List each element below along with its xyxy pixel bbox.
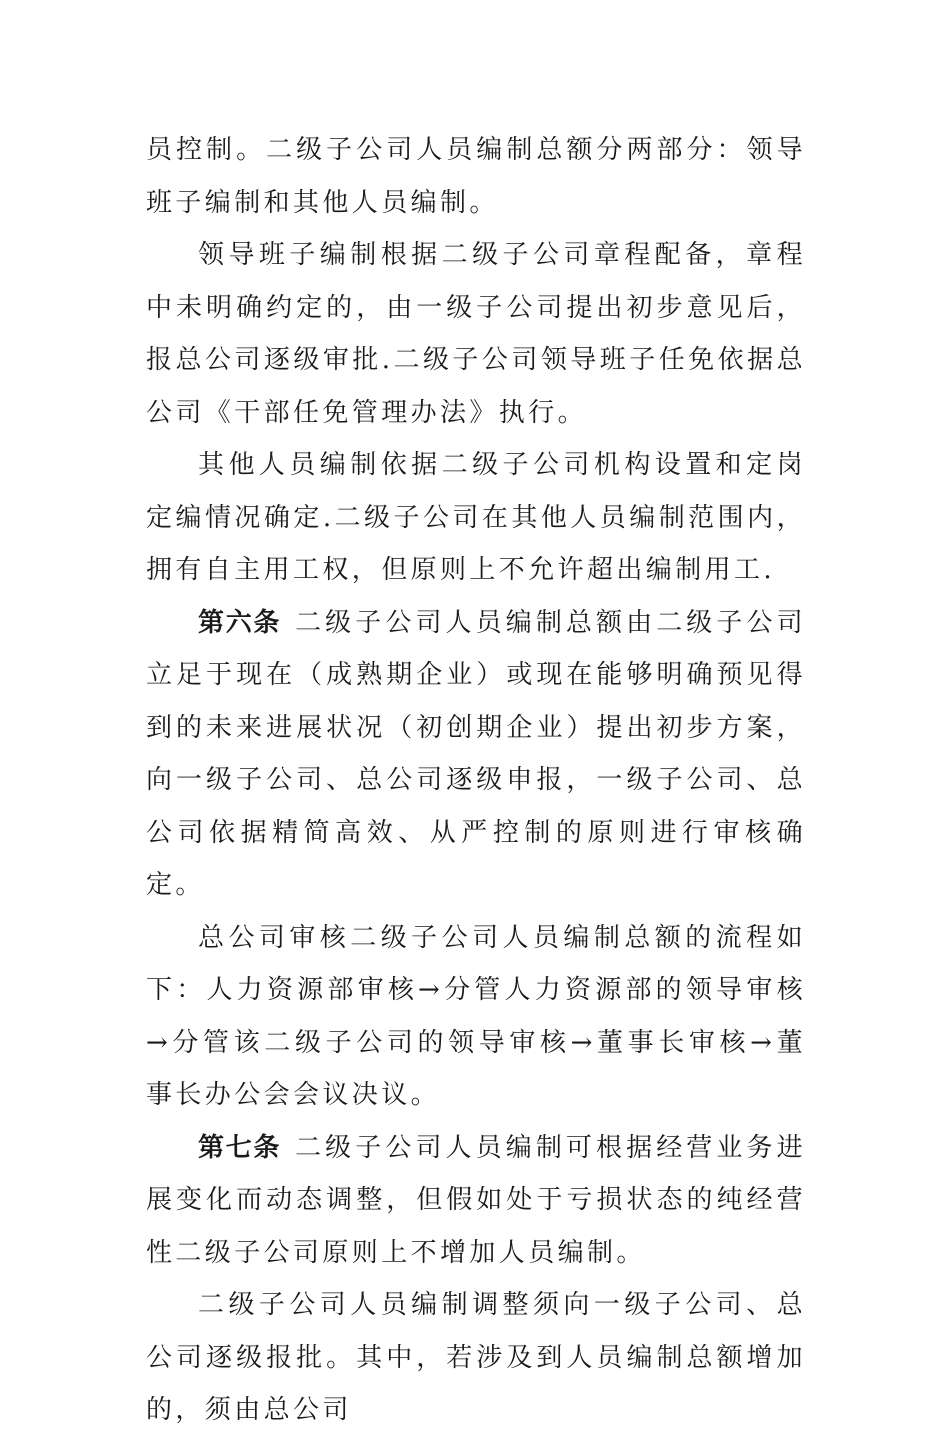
- paragraph-text: 其他人员编制依据二级子公司机构设置和定岗定编情况确定.二级子公司在其他人员编制范围内，拥有自主用工权，但原则上不允许超出编制用工.: [146, 450, 806, 585]
- paragraph-other-staffing: [146, 439, 806, 597]
- paragraph-continuation: [146, 124, 806, 229]
- paragraph-leadership-staffing: [146, 229, 806, 439]
- paragraph-text: 二级子公司人员编制可根据经营业务进展变化而动态调整，但假如处于亏损状态的纯经营性二级子公司原则上不增加人员编制。: [146, 1132, 806, 1268]
- paragraph-text: 员控制。二级子公司人员编制总额分两部分：领导班子编制和其他人员编制。: [146, 135, 806, 218]
- paragraph-text: 二级子公司人员编制总额由二级子公司立足于现在（成熟期企业）或现在能够明确预见得到的未来进展状况（初创期企业）提出初步方案，向一级子公司、总公司逐级申报，一级子公司、总公司依据精简高效、从严控制的原则进行审核确定。: [146, 607, 806, 900]
- paragraph-review-process: [146, 912, 806, 1122]
- paragraph-text: 二级子公司人员编制调整须向一级子公司、总公司逐级报批。其中，若涉及到人员编制总额增加的，须由总公司: [146, 1290, 806, 1425]
- paragraph-text: 领导班子编制根据二级子公司章程配备，章程中未明确约定的，由一级子公司提出初步意见后，报总公司逐级审批.二级子公司领导班子任免依据总公司《干部任免管理办法》执行。: [146, 240, 806, 428]
- document-body: [146, 124, 806, 1437]
- paragraph-text: 总公司审核二级子公司人员编制总额的流程如下：人力资源部审核→分管人力资源部的领导审核→分管该二级子公司的领导审核→董事长审核→董事长办公会会议决议。: [146, 922, 806, 1110]
- paragraph-article-6: [146, 597, 806, 912]
- article-number: 第七条: [198, 1132, 282, 1163]
- paragraph-adjustment-approval: [146, 1279, 806, 1437]
- paragraph-article-7: [146, 1122, 806, 1280]
- article-number: 第六条: [198, 607, 282, 638]
